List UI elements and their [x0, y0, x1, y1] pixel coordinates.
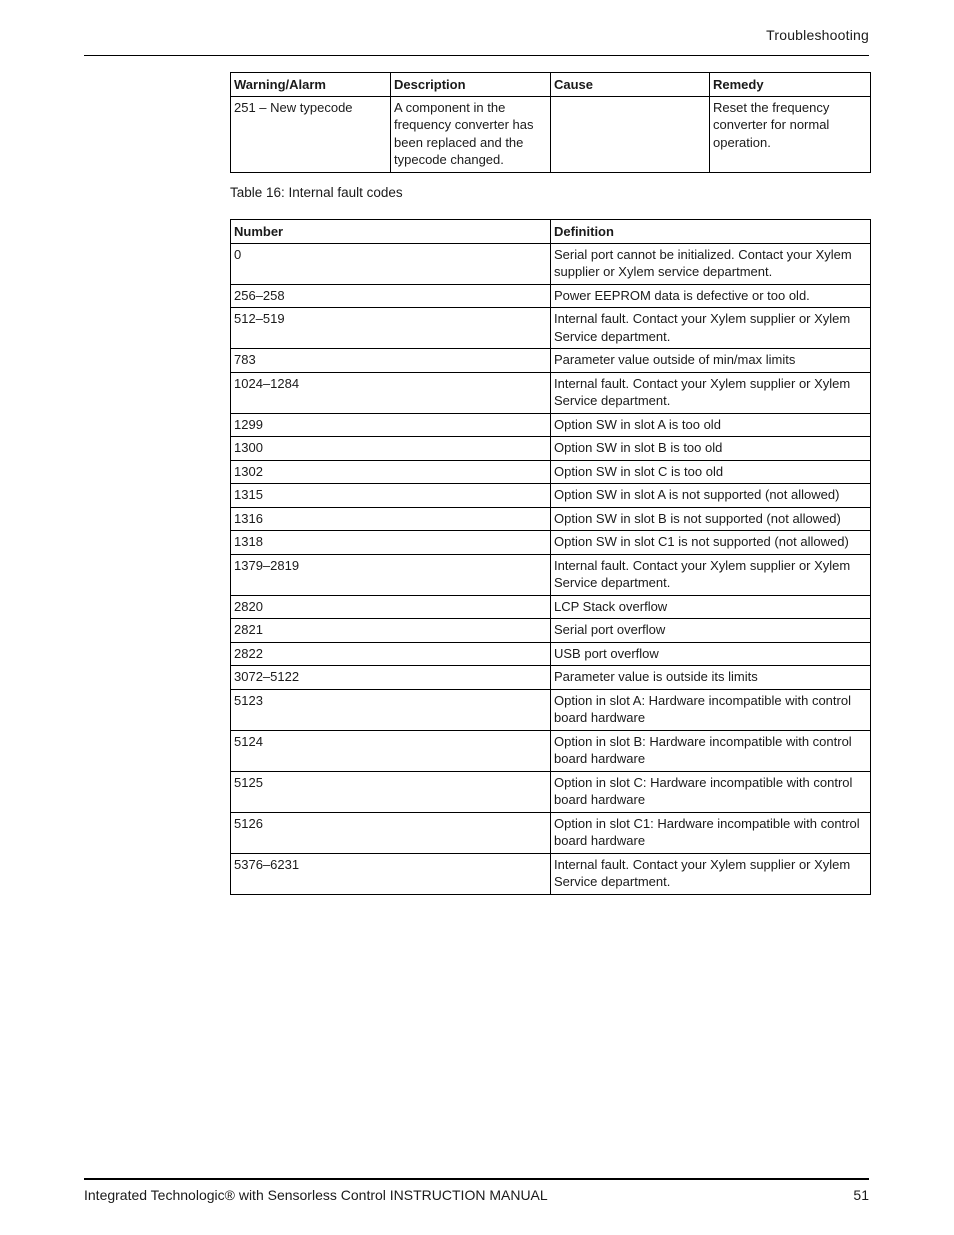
table-row: [231, 243, 871, 284]
code-definition: Internal fault. Contact your Xylem supplier or Xylem Service department.: [551, 853, 871, 894]
internal-fault-codes-table: [230, 219, 871, 895]
code-definition: Option in slot A: Hardware incompatible with control board hardware: [551, 689, 871, 730]
code-definition: Option in slot B: Hardware incompatible with control board hardware: [551, 730, 871, 771]
table-row: [231, 730, 871, 771]
header-divider: [84, 55, 869, 56]
table-row: [231, 595, 871, 619]
code-number: 1300: [231, 437, 551, 461]
cause-cell: [551, 96, 710, 172]
code-number: 1318: [231, 531, 551, 555]
code-number: 1024–1284: [231, 372, 551, 413]
remedy-cell: Reset the frequency converter for normal operation.: [710, 96, 871, 172]
code-number: 5123: [231, 689, 551, 730]
table-row: [231, 619, 871, 643]
code-number: 783: [231, 349, 551, 373]
table-row: [231, 771, 871, 812]
code-definition: Option SW in slot B is too old: [551, 437, 871, 461]
code-number: 512–519: [231, 308, 551, 349]
code-number: 2822: [231, 642, 551, 666]
table-row: [231, 554, 871, 595]
code-number: 1315: [231, 484, 551, 508]
code-definition: Serial port overflow: [551, 619, 871, 643]
table-row: [231, 666, 871, 690]
table-row: [231, 484, 871, 508]
column-header-warning-alarm: Warning/Alarm: [231, 73, 391, 97]
code-definition: Power EEPROM data is defective or too old.: [551, 284, 871, 308]
code-definition: Parameter value is outside its limits: [551, 666, 871, 690]
code-number: 256–258: [231, 284, 551, 308]
code-definition: Option SW in slot A is too old: [551, 413, 871, 437]
table-row: [231, 372, 871, 413]
table-row: [231, 96, 871, 172]
code-definition: Internal fault. Contact your Xylem supplier or Xylem Service department.: [551, 554, 871, 595]
code-definition: Parameter value outside of min/max limits: [551, 349, 871, 373]
code-definition: USB port overflow: [551, 642, 871, 666]
code-number: 1302: [231, 460, 551, 484]
code-definition: Option SW in slot C is too old: [551, 460, 871, 484]
code-definition: Option in slot C: Hardware incompatible with control board hardware: [551, 771, 871, 812]
code-definition: Internal fault. Contact your Xylem supplier or Xylem Service department.: [551, 308, 871, 349]
table-row: [231, 460, 871, 484]
section-header: Troubleshooting: [766, 27, 869, 43]
code-definition: Internal fault. Contact your Xylem supplier or Xylem Service department.: [551, 372, 871, 413]
code-number: 5126: [231, 812, 551, 853]
table-row: [231, 284, 871, 308]
code-number: 2821: [231, 619, 551, 643]
table-header-row: [231, 73, 871, 97]
code-definition: Option in slot C1: Hardware incompatible with control board hardware: [551, 812, 871, 853]
alarm-cell: 251 – New typecode: [231, 96, 391, 172]
code-definition: LCP Stack overflow: [551, 595, 871, 619]
code-number: 3072–5122: [231, 666, 551, 690]
column-header-remedy: Remedy: [710, 73, 871, 97]
table-row: [231, 413, 871, 437]
code-number: 2820: [231, 595, 551, 619]
table-row: [231, 853, 871, 894]
column-header-cause: Cause: [551, 73, 710, 97]
code-definition: Option SW in slot A is not supported (not allowed): [551, 484, 871, 508]
description-cell: A component in the frequency converter has been replaced and the typecode changed.: [391, 96, 551, 172]
table-row: [231, 349, 871, 373]
table-caption: Table 16: Internal fault codes: [230, 185, 403, 200]
table-row: [231, 437, 871, 461]
table-row: [231, 642, 871, 666]
code-number: 5124: [231, 730, 551, 771]
manual-title: Integrated Technologic® with Sensorless Control INSTRUCTION MANUAL: [84, 1187, 548, 1203]
code-number: 1379–2819: [231, 554, 551, 595]
code-number: 5376–6231: [231, 853, 551, 894]
warning-alarm-table: [230, 72, 871, 173]
column-header-description: Description: [391, 73, 551, 97]
code-number: 0: [231, 243, 551, 284]
table-row: [231, 308, 871, 349]
code-number: 1316: [231, 507, 551, 531]
table-row: [231, 812, 871, 853]
code-number: 5125: [231, 771, 551, 812]
table-row: [231, 689, 871, 730]
table-row: [231, 531, 871, 555]
column-header-number: Number: [231, 220, 551, 244]
page-number: 51: [853, 1187, 869, 1203]
table-header-row: [231, 220, 871, 244]
column-header-definition: Definition: [551, 220, 871, 244]
footer-divider: [84, 1178, 869, 1180]
code-definition: Option SW in slot B is not supported (not allowed): [551, 507, 871, 531]
table-row: [231, 507, 871, 531]
code-definition: Serial port cannot be initialized. Contact your Xylem supplier or Xylem service department.: [551, 243, 871, 284]
code-number: 1299: [231, 413, 551, 437]
code-definition: Option SW in slot C1 is not supported (not allowed): [551, 531, 871, 555]
